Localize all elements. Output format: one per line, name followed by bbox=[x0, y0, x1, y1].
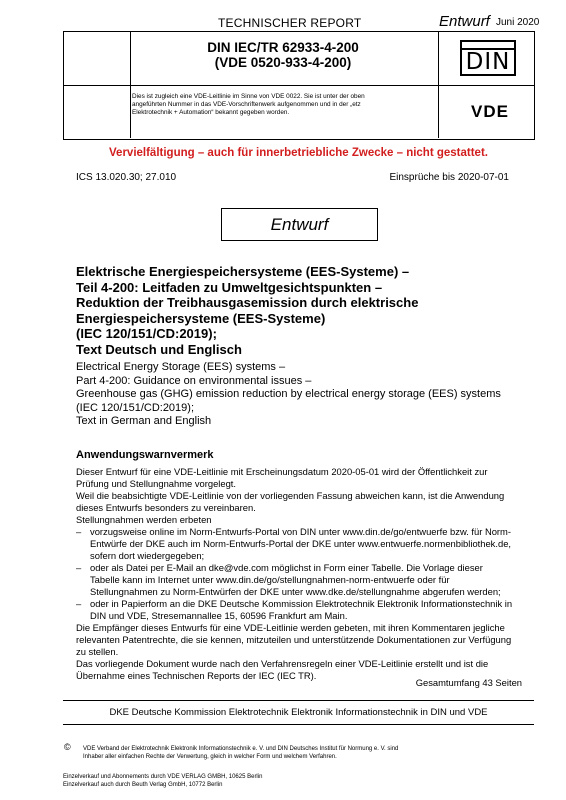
title-german-line: Reduktion der Treibhausgasemission durch elektrische bbox=[76, 295, 419, 310]
sales-info bbox=[63, 773, 483, 789]
din-logo bbox=[460, 40, 516, 76]
footer-dke: DKE Deutsche Kommission Elektrotechnik Elektronik Informationstechnik in DIN und VDE bbox=[109, 707, 488, 718]
application-heading: Anwendungswarnvermerk bbox=[76, 449, 214, 461]
title-block-divider bbox=[63, 85, 534, 86]
title-english bbox=[76, 361, 526, 429]
notice-line: angeführten Nummer in das VDE-Vorschriftenwerk aufgenommen und in der „etz bbox=[132, 101, 361, 108]
report-type: TECHNISCHER REPORT bbox=[218, 16, 362, 30]
copyright-line: VDE Verband der Elektrotechnik Elektronik Informationstechnik e. V. und DIN Deutsches Institut für Normung e. V. sind bbox=[83, 746, 399, 752]
title-german-line: Teil 4-200: Leitfaden zu Umweltgesichtspunkten – bbox=[76, 279, 383, 295]
para-line: zu stellen. bbox=[76, 646, 119, 657]
publication-date: Juni 2020 bbox=[496, 17, 540, 28]
standard-vde-number: (VDE 0520-933-4-200) bbox=[214, 55, 352, 70]
standard-din-number: DIN IEC/TR 62933-4-200 bbox=[207, 40, 359, 55]
list-line: oder als Datei per E-Mail an dke@vde.com möglichst in Form einer Tabelle. Die Vorlage dieser bbox=[90, 562, 483, 573]
title-german-line: Text Deutsch und Englisch bbox=[76, 341, 242, 357]
para-line: Prüfung und Stellungnahme vorgelegt. bbox=[76, 478, 237, 489]
title-english-line: Part 4-200: Guidance on environmental issues – bbox=[76, 374, 312, 387]
sales-line: Einzelverkauf auch durch Beuth Verlag GmbH, 10772 Berlin bbox=[63, 782, 223, 788]
list-line: vorzugsweise online im Norm-Entwurfs-Portal von DIN unter www.din.de/go/entwuerfe bzw. für Norm- bbox=[90, 526, 511, 537]
list-line: oder in Papierform an die DKE Deutsche Kommission Elektrotechnik Elektronik Informationstechnik in bbox=[90, 598, 513, 609]
list-line: sofern dort wiedergegeben; bbox=[90, 550, 205, 561]
sales-line: Einzelverkauf und Abonnements durch VDE VERLAG GMBH, 10625 Berlin bbox=[63, 774, 263, 780]
notice-line: Elektrotechnik + Automation“ bekannt gegeben worden. bbox=[132, 109, 290, 116]
copy-warning: Vervielfältigung – auch für innerbetriebliche Zwecke – nicht gestattet. bbox=[109, 147, 488, 159]
title-german-line: (IEC 120/151/CD:2019); bbox=[76, 326, 217, 341]
title-english-line: Electrical Energy Storage (EES) systems – bbox=[76, 361, 286, 373]
list-line: Entwürfe der DKE auch im Norm-Entwurfs-Portal der DKE unter www.entwuerfe.normenbibliothek.de, bbox=[90, 538, 512, 549]
standard-number bbox=[130, 40, 436, 70]
vde-logo: VDE bbox=[471, 102, 509, 121]
draft-label: Entwurf bbox=[439, 13, 490, 30]
din-logo-text: DIN bbox=[465, 49, 511, 75]
list-item: – oder in Papierform an die DKE Deutsche Kommission Elektrotechnik Elektronik Informationstechnik in DIN und VDE, Stresemannallee 15, 60596 Frankfurt am Main. bbox=[76, 598, 534, 622]
objection-deadline: Einsprüche bis 2020-07-01 bbox=[389, 172, 509, 183]
copyright-line: Inhaber aller einfachen Rechte der Verwertung, gleich in welcher Form und welchem Verfahren. bbox=[83, 754, 337, 760]
list-item: – oder als Datei per E-Mail an dke@vde.com möglichst in Form einer Tabelle. Die Vorlage dieser Tabelle kann im Internet unter www.din.de/go/stellungnahmen-norm-entwuerfe oder für Stellungnahmen zu Norm-Entwürfen der DKE unter www.dke.de/stellungnahme abgerufen werden; bbox=[76, 562, 534, 598]
ics-code: ICS 13.020.30; 27.010 bbox=[76, 172, 177, 183]
title-english-line: Text in German and English bbox=[76, 415, 212, 427]
list-item: – vorzugsweise online im Norm-Entwurfs-Portal von DIN unter www.din.de/go/entwuerfe bzw. für Norm- Entwürfe der DKE auch im Norm-Entwurfs-Portal der DKE unter www.entwuerfe.normenbibliothek.de, sofern dort wiedergegeben; bbox=[76, 526, 534, 562]
title-block-right-line bbox=[438, 31, 439, 138]
list-line: Stellungnahmen zu Norm-Entwürfen der DKE unter www.dke.de/stellungnahme abgerufen werden; bbox=[90, 586, 501, 597]
footer-rule-top bbox=[63, 700, 534, 701]
title-english-line: (IEC 120/151/CD:2019); bbox=[76, 401, 195, 414]
list-line: Tabelle kann im Internet unter www.din.de/go/stellungnahmen-norm-entwuerfe oder für bbox=[90, 574, 450, 585]
application-body bbox=[76, 466, 534, 682]
para-line: Übernahme eines Technischen Reports der IEC (IEC TR). bbox=[76, 670, 317, 681]
list-line: DIN und VDE, Stresemannallee 15, 60596 Frankfurt am Main. bbox=[90, 610, 348, 621]
title-german bbox=[76, 264, 506, 357]
para-line: relevanten Patentrechte, die sie kennen, mitzuteilen und unterstützende Dokumentationen zur Verfügung bbox=[76, 634, 512, 645]
copyright-icon: © bbox=[64, 742, 71, 752]
para-line: Das vorliegende Dokument wurde nach den Verfahrensregeln einer VDE-Leitlinie erstellt und ist die bbox=[76, 658, 489, 669]
para-line: Weil die beabsichtigte VDE-Leitlinie von der vorliegenden Fassung abweichen kann, ist die Anwendung bbox=[76, 490, 505, 501]
total-pages: Gesamtumfang 43 Seiten bbox=[415, 677, 522, 688]
draft-box: Entwurf bbox=[221, 208, 378, 241]
notice-line: Dies ist zugleich eine VDE-Leitlinie im Sinne von VDE 0022. Sie ist unter der oben bbox=[132, 93, 365, 100]
para-line: Die Empfänger dieses Entwurfs für eine VDE-Leitlinie werden gebeten, mit ihren Kommentaren jegliche bbox=[76, 622, 505, 633]
para-line: Stellungnahmen werden erbeten bbox=[76, 514, 212, 525]
vde-guideline-notice bbox=[132, 93, 436, 117]
title-german-line: Energiespeichersysteme (EES-Systeme) bbox=[76, 310, 326, 326]
para-line: dieses Entwurfs besonders zu vereinbaren. bbox=[76, 502, 256, 513]
footer-rule-bottom bbox=[63, 724, 534, 725]
title-english-line: Greenhouse gas (GHG) emission reduction by electrical energy storage (EES) systems bbox=[76, 388, 501, 400]
title-german-line: Elektrische Energiespeichersysteme (EES-Systeme) – bbox=[76, 264, 410, 279]
para-line: Dieser Entwurf für eine VDE-Leitlinie mit Erscheinungsdatum 2020-05-01 wird der Öffentlichkeit zur bbox=[76, 466, 488, 477]
copyright-text bbox=[83, 745, 523, 761]
